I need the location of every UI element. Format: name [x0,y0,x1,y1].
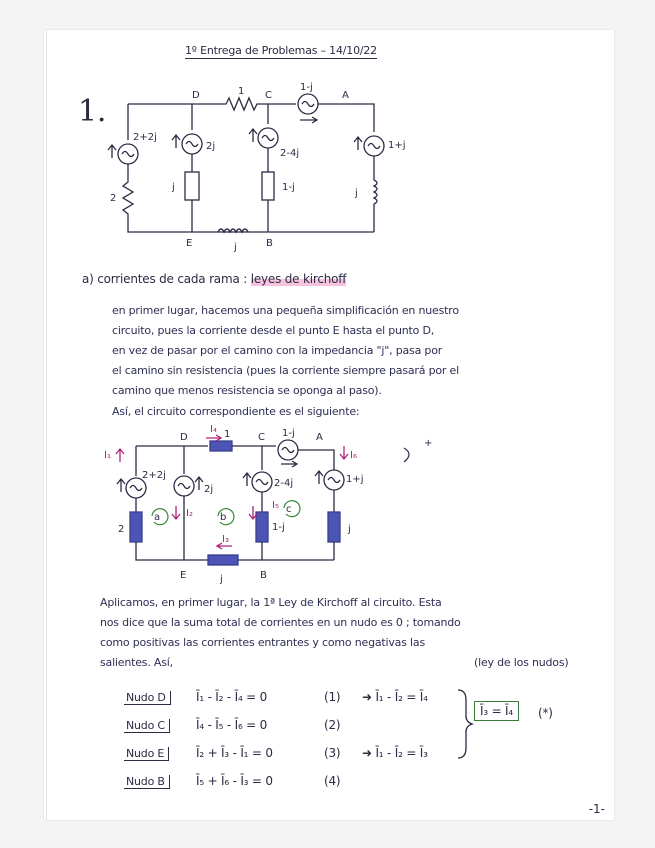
paragraph3-line-2: nos dice que la suma total de corrientes en un nudo es 0 ; tomando [100,616,461,629]
paragraph1-line-5: camino que menos resistencia se oponga al paso). [112,384,382,397]
paragraph3-note: (ley de los nudos) [474,656,569,669]
label-imp-c: 1-j [282,182,295,193]
label-r-left: 2 [110,193,117,204]
label-src-ca: 1-j [300,82,313,93]
eq-1-extra: ➜ Ī₁ - Ī₂ = Ī₄ [362,690,428,704]
label-ind-a: j [355,188,358,199]
paragraph3-line-3: como positivas las corrientes entrantes y como negativas las [100,636,425,649]
paragraph1-line-2: circuito, pues la corriente desde el punto E hasta el punto D, [112,324,435,337]
label-src-ca-2: 1-j [282,428,295,439]
current-i6-label: I₆ [350,450,357,461]
eq-1: Ī₁ - Ī₂ - Ī₄ = 0 [196,690,268,704]
label-imp-c-2: 1-j [272,522,285,533]
paragraph3-line-1: Aplicamos, en primer lugar, la 1ª Ley de Kirchoff al circuito. Esta [100,596,442,609]
label-r-dc: 1 [238,86,245,97]
result-equation: Ī₃ = Ī₄ [474,701,519,721]
node-b-label-2: B [260,570,267,581]
mesh-b-label: b [220,512,227,523]
label-ind-d: j [172,182,175,193]
label-ind-eb-2: j [220,574,223,585]
label-src-a-2: 1+j [346,474,364,485]
eq-3: Ī₂ + Ī₃ - Ī₁ = 0 [196,746,273,760]
current-i5-label: I₅ [272,500,279,511]
section-a-method: leyes de kirchoff [250,272,347,286]
paragraph1-line-4: el camino sin resistencia (pues la corriente siempre pasará por el [112,364,459,377]
result-mark: (*) [538,706,553,720]
current-i1-label: I₁ [104,450,111,461]
eq-node-label: Nudo C [124,719,170,733]
label-ind-eb: j [234,242,237,253]
node-d-label: D [192,90,200,101]
eq-4: Ī₅ + Ī₆ - Ī₃ = 0 [196,774,273,788]
node-c-label-2: C [258,432,265,443]
section-a-title: a) corrientes de cada rama : [82,272,248,286]
paragraph1-line-1: en primer lugar, hacemos una pequeña simplificación en nuestro [112,304,459,317]
node-d-label-2: D [180,432,188,443]
label-src-a: 1+j [388,140,406,151]
node-a-label-2: A [316,432,323,443]
eq-3-num: (3) [324,746,341,760]
eq-2: Ī₄ - Ī₅ - Ī₆ = 0 [196,718,268,732]
page-number: -1- [588,802,605,816]
node-a-label: A [342,90,349,101]
current-i3-label: I₃ [222,534,229,545]
label-src-d-2: 2j [204,484,214,495]
paragraph2: Así, el circuito correspondiente es el siguiente: [112,405,360,418]
current-i2-label: I₂ [186,508,193,519]
eq-2-num: (2) [324,718,341,732]
eq-1-num: (1) [324,690,341,704]
label-src-d: 2j [206,141,216,152]
eq-node-label: Nudo E [124,747,169,761]
eq-4-num: (4) [324,774,341,788]
label-ind-a-2: j [348,524,351,535]
current-i4-label: I₄ [210,424,217,435]
result-box [474,704,519,719]
paragraph1-line-3: en vez de pasar por el camino con la impedancia "j", pasa por [112,344,443,357]
node-e-label: E [186,238,193,249]
eq-node-label: Nudo D [124,691,171,705]
direction-sign: + [424,438,433,449]
node-c-label: C [265,90,272,101]
label-r-left-2: 2 [118,524,125,535]
brace-icon [458,690,472,758]
label-src-c: 2-4j [280,148,300,159]
label-r-dc-2: 1 [224,429,231,440]
eq-3-extra: ➜ Ī₁ - Ī₂ = Ī₃ [362,746,428,760]
node-e-label-2: E [180,570,187,581]
label-src-left-2: 2+2j [142,470,166,481]
label-src-c-2: 2-4j [274,478,294,489]
problem-number: 1. [78,94,107,129]
node-b-label: B [266,238,273,249]
mesh-a-label: a [154,512,161,523]
eq-node-label: Nudo B [124,775,170,789]
header-title: 1º Entrega de Problemas – 14/10/22 [185,44,377,57]
mesh-c-label: c [286,504,292,515]
label-src-left: 2+2j [133,132,157,143]
paragraph3-line-4: salientes. Así, [100,656,173,669]
